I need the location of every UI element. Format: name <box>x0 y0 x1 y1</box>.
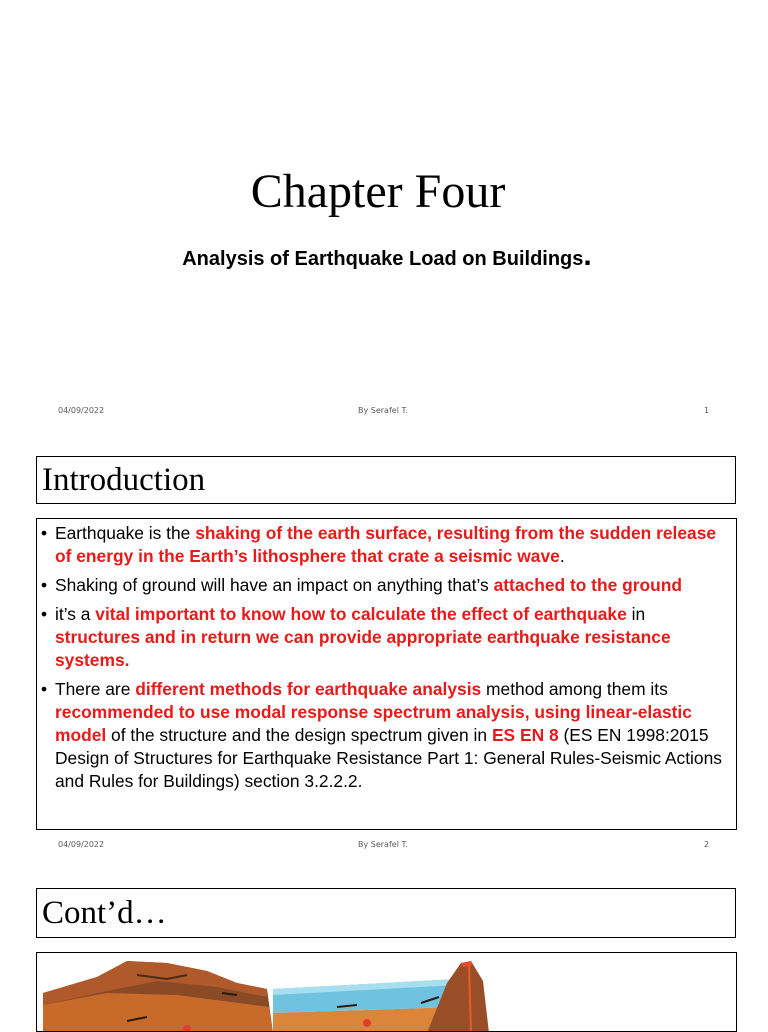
slide-footer <box>0 840 768 854</box>
section-title: Cont’d… <box>36 888 736 938</box>
highlight-text: different methods for earthquake analysis <box>135 679 482 699</box>
slide-subtitle <box>0 238 768 277</box>
body-text: There are <box>55 679 136 699</box>
body-text: method among them its <box>481 679 668 699</box>
tectonic-plates-illustration-icon <box>37 953 737 1032</box>
body-text: it’s a <box>55 604 96 624</box>
body-text: of the structure and the design spectrum given in <box>106 725 492 745</box>
footer-page-number: 1 <box>704 406 710 415</box>
slide-1 <box>0 0 768 432</box>
bullet-item <box>43 678 728 793</box>
bullet-item <box>43 522 728 568</box>
highlight-text: structures and in return we can provide appropriate earthquake resistance systems. <box>55 627 671 670</box>
tectonic-plates-image <box>36 952 737 1032</box>
footer-page-number: 2 <box>704 840 710 849</box>
body-text: . <box>559 546 565 566</box>
section-title: Introduction <box>36 456 736 504</box>
body-text: in <box>626 604 646 624</box>
highlight-text: recommended to use modal response spectrum analysis, using linear-elastic model <box>55 702 692 745</box>
bullet-list <box>43 522 728 793</box>
footer-author: By Serafel T. <box>358 840 408 849</box>
footer-date: 04/09/2022 <box>58 406 105 415</box>
highlight-text: vital important to know how to calculate the effect of earthquake <box>95 604 627 624</box>
footer-date: 04/09/2022 <box>58 840 105 849</box>
subtitle-text: Analysis of Earthquake Load on Buildings <box>182 248 584 270</box>
body-text: (ES EN 1998:2015 Design of Structures for Earthquake Resistance Part 1: General Rules-Seismic Actions and Rules for Buildings) section 3.2.2.2. <box>55 725 722 791</box>
content-box <box>36 518 737 830</box>
slide-footer <box>0 406 768 420</box>
bullet-item <box>43 603 728 672</box>
body-text: Earthquake is the <box>55 523 196 543</box>
bullet-item <box>43 574 728 597</box>
highlight-text: attached to the ground <box>493 575 682 595</box>
subtitle-period: . <box>583 239 592 272</box>
slide-title: Chapter Four <box>250 165 506 218</box>
body-text: Shaking of ground will have an impact on anything that’s <box>55 575 494 595</box>
highlight-text: ES EN 8 <box>491 725 559 745</box>
footer-author: By Serafel T. <box>358 406 408 415</box>
highlight-text: shaking of the earth surface, resulting from the sudden release of energy in the Earth’s lithosphere that crate a seismic wave <box>55 523 717 566</box>
